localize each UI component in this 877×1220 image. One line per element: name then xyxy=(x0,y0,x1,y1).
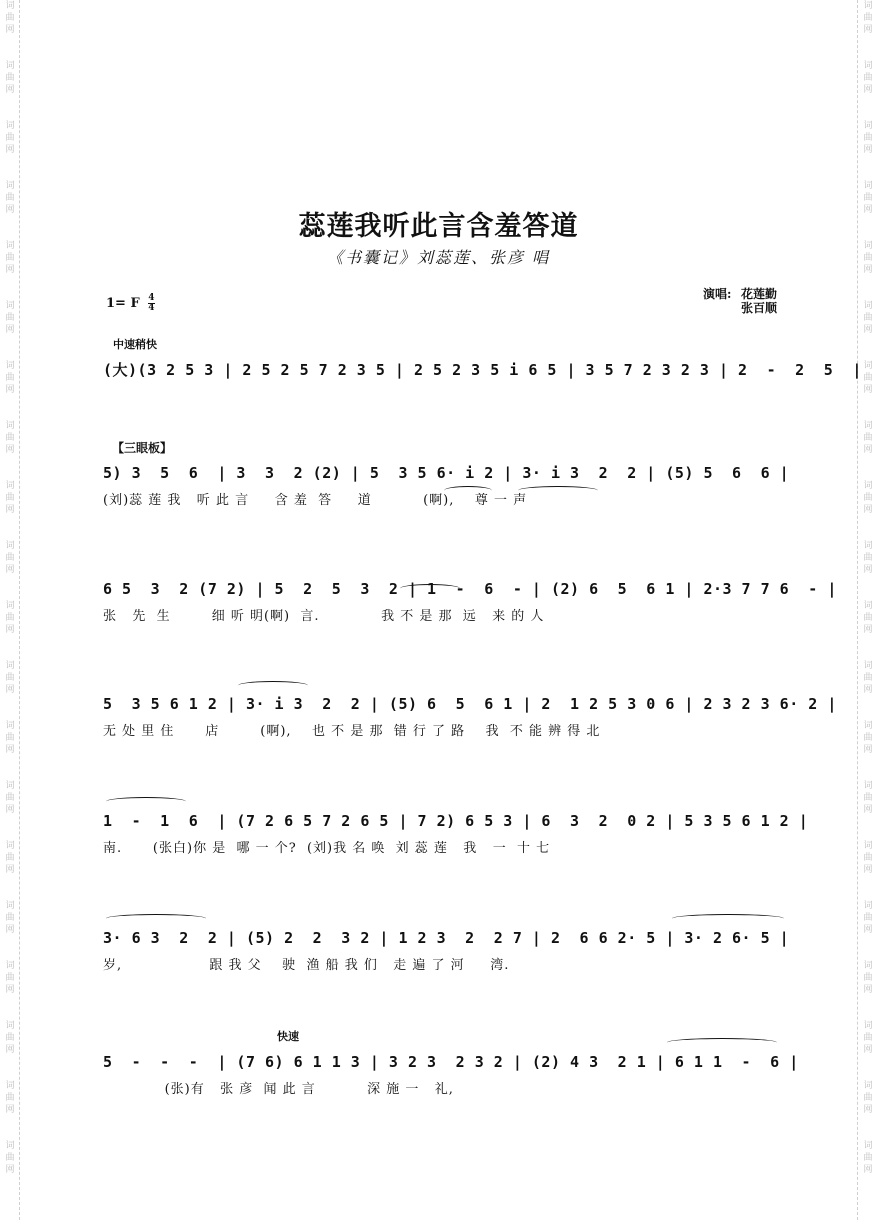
watermark-text: 词 曲 网 xyxy=(863,901,873,935)
watermark-text: 词 曲 网 xyxy=(863,421,873,455)
slur-mark xyxy=(672,914,784,923)
time-signature xyxy=(148,294,154,313)
watermark-text: 词 曲 网 xyxy=(5,481,15,515)
watermark-column-left xyxy=(3,0,17,1220)
watermark-text: 词 曲 网 xyxy=(5,421,15,455)
watermark-text: 词 曲 网 xyxy=(5,901,15,935)
slur-mark xyxy=(238,681,308,690)
watermark-text: 词 曲 网 xyxy=(5,61,15,95)
notation-line: 3· 6 3 2 2 | (5) 2 2 3 2 | 1 2 3 2 2 7 | 2 6 6 2· 5 | 3· 2 6· 5 | xyxy=(103,929,790,947)
watermark-text: 词 曲 网 xyxy=(863,781,873,815)
watermark-column-right xyxy=(861,0,875,1220)
lyric-line: 南. (张白)你 是 哪 一 个? (刘)我 名 唤 刘 蕊 莲 我 一 十 七 xyxy=(103,841,551,856)
song-title: 蕊莲我听此言含羞答道 xyxy=(298,211,579,242)
watermark-text: 词 曲 网 xyxy=(5,541,15,575)
notation-line: (大)(3 2 5 3 | 2 5 2 5 7 2 3 5 | 2 5 2 3 5 i 6 5 | 3 5 7 2 3 2 3 | 2 - 2 5 | xyxy=(103,361,862,379)
watermark-text: 词 曲 网 xyxy=(863,1141,873,1175)
lyric-line: 岁, 跟 我 父 驶 渔 船 我 们 走 遍 了 河 湾. xyxy=(103,958,510,973)
watermark-text: 词 曲 网 xyxy=(5,601,15,635)
right-margin-line xyxy=(857,0,858,1220)
key-signature xyxy=(106,294,155,313)
performers-label: 演唱: xyxy=(703,287,732,301)
left-margin-line xyxy=(19,0,20,1220)
slur-mark xyxy=(106,797,186,806)
song-subtitle: 《书囊记》刘蕊莲、张彦 唱 xyxy=(326,248,551,267)
lyric-line: (刘)蕊 莲 我 听 此 言 含 羞 答 道 (啊), 尊 一 声 xyxy=(103,493,528,508)
watermark-text: 词 曲 网 xyxy=(863,1081,873,1115)
lyric-line: 无 处 里 住 店 (啊), 也 不 是 那 错 行 了 路 我 不 能 辨 得 北 xyxy=(103,724,601,739)
watermark-text: 词 曲 网 xyxy=(5,181,15,215)
watermark-text: 词 曲 网 xyxy=(863,1021,873,1055)
time-denominator: 4 xyxy=(148,303,155,313)
slur-mark xyxy=(518,486,598,495)
watermark-text: 词 曲 网 xyxy=(863,961,873,995)
watermark-text: 词 曲 网 xyxy=(5,721,15,755)
notation-line: 5) 3 5 6 | 3 3 2 (2) | 5 3 5 6· i 2 | 3· i 3 2 2 | (5) 5 6 6 | xyxy=(103,464,790,482)
key-label: 1= F xyxy=(106,296,140,311)
time-numerator: 4 xyxy=(148,293,155,303)
slur-mark xyxy=(106,914,206,923)
watermark-text: 词 曲 网 xyxy=(5,241,15,275)
watermark-text: 词 曲 网 xyxy=(5,1021,15,1055)
notation-line: 5 3 5 6 1 2 | 3· i 3 2 2 | (5) 6 5 6 1 | 2 1 2 5 3 0 6 | 2 3 2 3 6· 2 | xyxy=(103,695,837,713)
watermark-text: 词 曲 网 xyxy=(863,121,873,155)
watermark-text: 词 曲 网 xyxy=(863,721,873,755)
watermark-text: 词 曲 网 xyxy=(863,661,873,695)
tempo-marking: 中速稍快 xyxy=(113,338,157,351)
watermark-text: 词 曲 网 xyxy=(5,1141,15,1175)
watermark-text: 词 曲 网 xyxy=(5,361,15,395)
lyric-line: (张)有 张 彦 闻 此 言 深 施 一 礼, xyxy=(103,1082,454,1097)
watermark-text: 词 曲 网 xyxy=(5,1081,15,1115)
performers xyxy=(703,287,778,315)
slur-mark xyxy=(667,1038,777,1047)
watermark-text: 词 曲 网 xyxy=(863,601,873,635)
lyric-line: 张 先 生 细 听 明(啊) 言. 我 不 是 那 远 来 的 人 xyxy=(103,609,545,624)
watermark-text: 词 曲 网 xyxy=(863,301,873,335)
slur-mark xyxy=(444,486,492,495)
tempo-marking: 快速 xyxy=(277,1030,299,1043)
watermark-text: 词 曲 网 xyxy=(863,481,873,515)
watermark-text: 词 曲 网 xyxy=(863,61,873,95)
watermark-text: 词 曲 网 xyxy=(5,1,15,35)
watermark-text: 词 曲 网 xyxy=(5,661,15,695)
notation-line: 1 - 1 6 | (7 2 6 5 7 2 6 5 | 7 2) 6 5 3 | 6 3 2 0 2 | 5 3 5 6 1 2 | xyxy=(103,812,809,830)
performer-name: 花莲勤 xyxy=(741,287,778,301)
watermark-text: 词 曲 网 xyxy=(5,781,15,815)
watermark-text: 词 曲 网 xyxy=(863,1,873,35)
watermark-text: 词 曲 网 xyxy=(863,541,873,575)
watermark-text: 词 曲 网 xyxy=(5,301,15,335)
watermark-text: 词 曲 网 xyxy=(863,181,873,215)
watermark-text: 词 曲 网 xyxy=(863,841,873,875)
notation-line: 5 - - - | (7 6) 6 1 1 3 | 3 2 3 2 3 2 | (2) 4 3 2 1 | 6 1 1 - 6 | xyxy=(103,1053,799,1071)
section-label: 【三眼板】 xyxy=(112,441,173,455)
notation-line: 6 5 3 2 (7 2) | 5 2 5 3 2 | 1 - 6 - | (2) 6 5 6 1 | 2·3 7 7 6 - | xyxy=(103,580,837,598)
watermark-text: 词 曲 网 xyxy=(863,241,873,275)
performer-name: 张百顺 xyxy=(741,301,778,315)
watermark-text: 词 曲 网 xyxy=(5,961,15,995)
watermark-text: 词 曲 网 xyxy=(863,361,873,395)
watermark-text: 词 曲 网 xyxy=(5,121,15,155)
watermark-text: 词 曲 网 xyxy=(5,841,15,875)
slur-mark xyxy=(400,584,460,593)
